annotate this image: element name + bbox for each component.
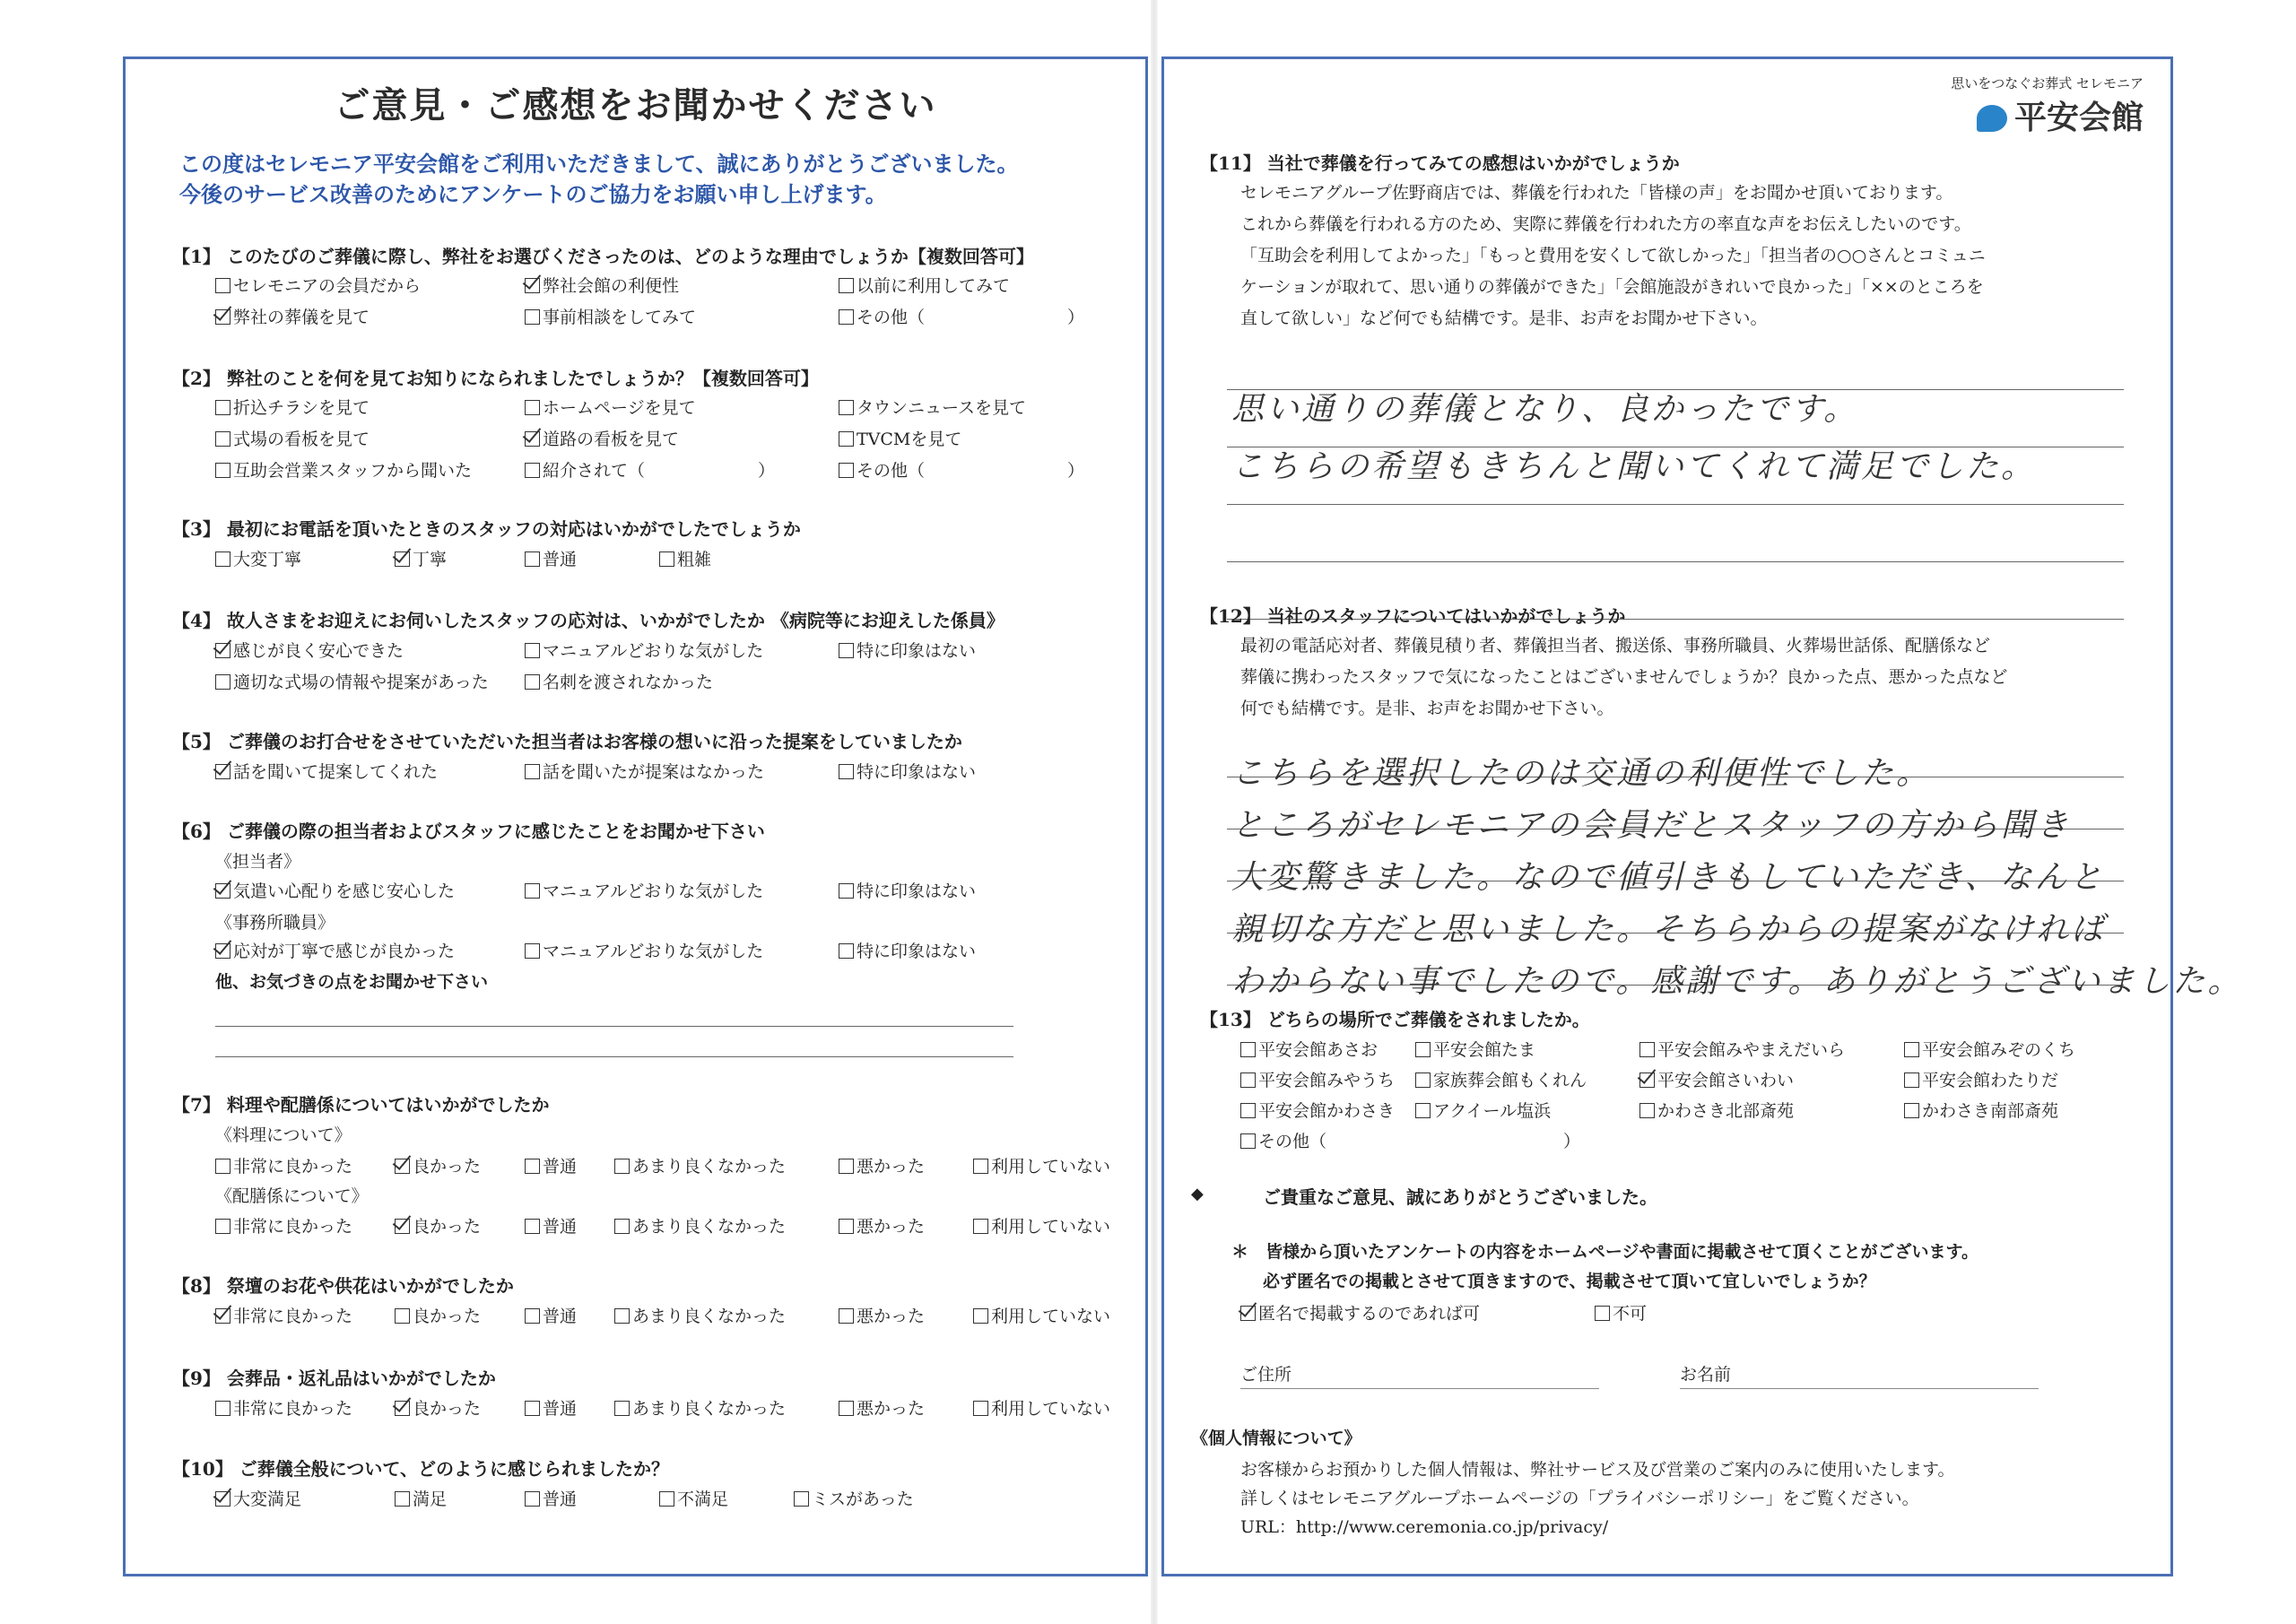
checkbox[interactable]: [1240, 1073, 1256, 1088]
q4-option[interactable]: 感じが良く安心できた: [215, 638, 404, 662]
checkbox[interactable]: [215, 400, 230, 415]
q8-label: 【8】 祭壇のお花や供花はいかがでしたか: [172, 1275, 514, 1297]
q5-option[interactable]: 話を聞いて提案してくれた: [215, 759, 438, 783]
rating-option[interactable]: 良かった: [395, 1395, 481, 1420]
q5-label: 【5】 ご葬儀のお打合せをさせていただいた担当者はお客様の想いに沿った提案をしていましたか: [172, 731, 962, 752]
thanks-text: ご貴重なご意見、誠にありがとうございました。: [1263, 1186, 1657, 1208]
checkbox[interactable]: [1639, 1042, 1655, 1057]
intro-text: [179, 149, 1019, 210]
q1-option[interactable]: 以前に利用してみて: [839, 273, 1010, 297]
q12-description: 最初の電話応対者、葬儀見積り者、葬儀担当者、搬送係、事務所職員、火葬場世話係、配膳係など 葬儀に携わったスタッフで気になったことはございませんでしょうか？良かった点、悪かった点など 何でも結構です。是非、お声をお聞かせ下さい。: [1240, 636, 2008, 718]
q10-option[interactable]: ミスがあった: [794, 1486, 914, 1510]
checkbox[interactable]: [525, 1308, 540, 1324]
checkbox[interactable]: [215, 674, 230, 690]
paren-close: ）: [758, 461, 776, 481]
checkbox-checked[interactable]: [395, 1401, 410, 1416]
address-field[interactable]: [1240, 1388, 1599, 1389]
checkbox[interactable]: [839, 463, 854, 478]
handwritten-answer: こちらを選択したのは交通の利便性でした。: [1231, 755, 1932, 792]
page-fold: [1151, 0, 1158, 1624]
privacy-text: 詳しくはセレモニアグループホームページの「プライバシーポリシー」をご覧ください。: [1240, 1489, 1919, 1508]
checkbox-checked[interactable]: [1240, 1306, 1256, 1321]
answer-line[interactable]: [1227, 561, 2124, 562]
checkbox-checked[interactable]: [525, 278, 540, 293]
q2-option[interactable]: 式場の看板を見て: [215, 426, 370, 450]
q7-subheading: 《料理について》: [215, 1125, 352, 1145]
checkbox[interactable]: [839, 1308, 854, 1324]
q9-label: 【9】 会葬品・返礼品はいかがでしたか: [172, 1368, 496, 1389]
checkbox[interactable]: [215, 1159, 230, 1174]
q6-option[interactable]: 応対が丁寧で感じが良かった: [215, 938, 455, 962]
consent-disagree[interactable]: 不可: [1595, 1300, 1647, 1324]
q3-label: 【3】 最初にお電話を頂いたときのスタッフの対応はいかがでしたでしょうか: [172, 518, 801, 540]
checkbox-checked[interactable]: [215, 1308, 230, 1324]
q13-option-other[interactable]: その他（: [1240, 1128, 1326, 1152]
checkbox-checked[interactable]: [215, 309, 230, 325]
q6-option[interactable]: 特に印象はない: [839, 878, 976, 902]
checkbox[interactable]: [525, 551, 540, 567]
answer-line[interactable]: [1227, 504, 2124, 505]
checkbox-checked[interactable]: [215, 1491, 230, 1507]
checkbox[interactable]: [839, 943, 854, 959]
address-label: ご住所: [1240, 1365, 1292, 1385]
q10-option[interactable]: 大変満足: [215, 1486, 301, 1510]
checkbox[interactable]: [215, 431, 230, 447]
rating-option[interactable]: 良かった: [395, 1153, 481, 1177]
q13-option[interactable]: 平安会館みやまえだいら: [1639, 1037, 1845, 1061]
rating-option[interactable]: あまり良くなかった: [614, 1153, 786, 1177]
checkbox-checked[interactable]: [215, 883, 230, 899]
rating-option[interactable]: 利用していない: [973, 1303, 1110, 1327]
q7-label: 【7】 料理や配膳係についてはいかがでしたか: [172, 1094, 550, 1116]
rating-option[interactable]: 悪かった: [839, 1395, 925, 1420]
rating-option[interactable]: 普通: [525, 1153, 577, 1177]
q11-description: セレモニアグループ佐野商店では、葬儀を行われた「皆様の声」をお聞かせ頂いております。 これから葬儀を行われる方のため、実際に葬儀を行われた方の率直な声をお伝えしたいのです。 「互助会を利用してよかった」「もっと費用を安くして欲しかった」「担当者の○○さんとコミュニ ケーションが取れて、思い通りの葬儀ができた」「会館施設がきれいで良かった」「××のところを 直して欲しい」など何でも結構です。是非、お声をお聞かせ下さい。: [1240, 183, 1986, 328]
logo-name: 平安会館: [2013, 99, 2144, 136]
rating-option[interactable]: あまり良くなかった: [614, 1395, 786, 1420]
checkbox[interactable]: [215, 463, 230, 478]
intro-line-1: この度はセレモニア平安会館をご利用いただきまして、誠にありがとうございました。: [179, 151, 1019, 177]
q12-label: 【12】 当社のスタッフについてはいかがでしょうか: [1200, 605, 1626, 627]
checkbox[interactable]: [395, 1308, 410, 1324]
rating-option[interactable]: あまり良くなかった: [614, 1303, 786, 1327]
rating-option[interactable]: 良かった: [395, 1213, 481, 1238]
q2-option[interactable]: 道路の看板を見て: [525, 426, 679, 450]
q13-label: 【13】 どちらの場所でご葬儀をされましたか。: [1200, 1009, 1590, 1030]
checkbox[interactable]: [839, 1219, 854, 1234]
checkbox[interactable]: [525, 764, 540, 779]
q13-option[interactable]: 平安会館みぞのくち: [1904, 1037, 2075, 1061]
q4-option[interactable]: 名刺を渡されなかった: [525, 669, 713, 693]
checkbox[interactable]: [1240, 1042, 1256, 1057]
checkbox[interactable]: [839, 431, 854, 447]
consent-agree[interactable]: 匿名で掲載するのであれば可: [1240, 1300, 1480, 1324]
checkbox[interactable]: [973, 1401, 988, 1416]
survey-title: ご意見・ご感想をお聞かせください: [334, 84, 937, 126]
q13-option[interactable]: 平安会館みやうち: [1240, 1067, 1395, 1091]
q13-option[interactable]: 平安会館かわさき: [1240, 1098, 1395, 1122]
q13-option[interactable]: アクイール塩浜: [1415, 1098, 1551, 1122]
checkbox[interactable]: [973, 1219, 988, 1234]
checkbox[interactable]: [973, 1159, 988, 1174]
q2-label: 【2】 弊社のことを何を見てお知りになられましたでしょうか？【複数回答可】: [172, 368, 819, 389]
privacy-title: 《個人情報について》: [1191, 1429, 1361, 1448]
checkbox[interactable]: [525, 883, 540, 899]
checkbox[interactable]: [525, 1219, 540, 1234]
checkbox[interactable]: [614, 1308, 630, 1324]
name-field[interactable]: [1680, 1388, 2039, 1389]
checkbox[interactable]: [1595, 1306, 1610, 1321]
q11-label: 【11】 当社で葬儀を行ってみての感想はいかがでしょうか: [1200, 152, 1680, 174]
q2-option[interactable]: 折込チラシを見て: [215, 395, 370, 419]
checkbox[interactable]: [839, 400, 854, 415]
q13-option[interactable]: 平安会館わたりだ: [1904, 1067, 2058, 1091]
checkbox[interactable]: [839, 1401, 854, 1416]
q10-option[interactable]: 満足: [395, 1486, 447, 1510]
q1-label: 【1】 このたびのご葬儀に際し、弊社をお選びくださったのは、どのような理由でしょうか【複数回答可】: [172, 246, 1034, 267]
q2-option[interactable]: ホームページを見て: [525, 395, 696, 419]
q5-option[interactable]: 話を聞いたが提案はなかった: [525, 759, 764, 783]
rating-option[interactable]: 非常に良かった: [215, 1303, 352, 1327]
q2-option-other[interactable]: その他（: [839, 457, 925, 482]
checkbox[interactable]: [973, 1308, 988, 1324]
rating-option[interactable]: 普通: [525, 1395, 577, 1420]
checkbox-checked[interactable]: [395, 1219, 410, 1234]
checkbox[interactable]: [1415, 1042, 1431, 1057]
rating-option[interactable]: 悪かった: [839, 1153, 925, 1177]
checkbox[interactable]: [215, 278, 230, 293]
brand-logo: [1951, 74, 2144, 138]
survey-left-page: [123, 56, 1148, 1576]
q4-label: 【4】 故人さまをお迎えにお伺いしたスタッフの応対は、いかがでしたか 《病院等にお迎えした係員》: [172, 610, 1004, 631]
q2-option[interactable]: TVCMを見て: [839, 426, 961, 450]
q6-other-prompt: 他、お気づきの点をお聞かせ下さい: [215, 972, 489, 992]
checkbox[interactable]: [525, 643, 540, 658]
q4-option[interactable]: 適切な式場の情報や提案があった: [215, 669, 489, 693]
handwritten-answer: 思い通りの葬儀となり、良かったです。: [1231, 391, 1859, 428]
handwritten-answer: 親切な方だと思いました。そちらからの提案がなければ: [1231, 911, 2107, 948]
handwritten-answer: わからない事でしたので。感謝です。ありがとうございました。: [1231, 963, 2243, 1000]
rating-option[interactable]: 良かった: [395, 1303, 481, 1327]
checkbox[interactable]: [659, 1491, 674, 1507]
checkbox[interactable]: [215, 1219, 230, 1234]
q4-option[interactable]: マニュアルどおりな気がした: [525, 638, 763, 662]
q6-option[interactable]: 特に印象はない: [839, 938, 976, 962]
handwritten-answer: 大変驚きました。なので値引きもしていただき、なんと: [1231, 859, 2105, 896]
anonymity-note: 必ず匿名での掲載とさせて頂きますので、掲載させて頂いて宜しいでしょうか？: [1263, 1272, 1876, 1291]
rating-option[interactable]: 悪かった: [839, 1213, 925, 1238]
checkbox[interactable]: [794, 1491, 809, 1507]
q13-option[interactable]: 平安会館あさお: [1240, 1037, 1378, 1061]
checkbox[interactable]: [839, 643, 854, 658]
q1-option-other[interactable]: その他（: [839, 304, 925, 328]
q6-option[interactable]: マニュアルどおりな気がした: [525, 938, 763, 962]
q6-subheading: 《担当者》: [215, 852, 301, 872]
intro-line-2: 今後のサービス改善のためにアンケートのご協力をお願い申し上げます。: [179, 181, 887, 207]
checkbox-checked[interactable]: [215, 643, 230, 658]
rating-option[interactable]: 普通: [525, 1303, 577, 1327]
q1-option[interactable]: 事前相談をしてみて: [525, 304, 696, 328]
checkbox[interactable]: [614, 1219, 630, 1234]
checkbox[interactable]: [1639, 1103, 1655, 1118]
paren-close: ）: [1563, 1132, 1581, 1151]
logo-tagline: 思いをつなぐお葬式 セレモニア: [1951, 75, 2144, 91]
checkbox[interactable]: [659, 551, 674, 567]
q13-option[interactable]: かわさき北部斎苑: [1639, 1098, 1794, 1122]
checkbox[interactable]: [1240, 1103, 1256, 1118]
checkbox-checked[interactable]: [1639, 1073, 1655, 1088]
q1-option[interactable]: 弊社の葬儀を見て: [215, 304, 370, 328]
checkbox-checked[interactable]: [215, 764, 230, 779]
q2-option[interactable]: タウンニュースを見て: [839, 395, 1026, 419]
privacy-text: お客様からお預かりした個人情報は、弊社サービス及び営業のご案内のみに使用いたします。: [1240, 1460, 1955, 1480]
privacy-url[interactable]: URL：http://www.ceremonia.co.jp/privacy/: [1240, 1517, 1609, 1537]
checkbox[interactable]: [525, 463, 540, 478]
checkbox-checked[interactable]: [215, 943, 230, 959]
checkbox[interactable]: [525, 1401, 540, 1416]
checkbox[interactable]: [525, 1491, 540, 1507]
checkbox[interactable]: [839, 764, 854, 779]
checkbox[interactable]: [839, 1159, 854, 1174]
checkbox[interactable]: [1904, 1103, 1919, 1118]
checkbox-checked[interactable]: [525, 431, 540, 447]
comment-line[interactable]: [215, 1056, 1013, 1057]
q3-option[interactable]: 丁寧: [395, 546, 447, 570]
rating-option[interactable]: 利用していない: [973, 1153, 1110, 1177]
q5-option[interactable]: 特に印象はない: [839, 759, 976, 783]
checkbox[interactable]: [1904, 1042, 1919, 1057]
name-label: お名前: [1680, 1365, 1732, 1385]
q13-option[interactable]: かわさき南部斎苑: [1904, 1098, 2058, 1122]
checkbox[interactable]: [525, 309, 540, 325]
checkbox[interactable]: [215, 1401, 230, 1416]
checkbox[interactable]: [839, 309, 854, 325]
diamond-icon: ◆: [1191, 1185, 1204, 1203]
paren-close: ）: [1067, 308, 1085, 327]
q3-option[interactable]: 粗雑: [659, 546, 711, 570]
rating-option[interactable]: 非常に良かった: [215, 1153, 352, 1177]
checkbox[interactable]: [525, 400, 540, 415]
q1-option[interactable]: セレモニアの会員だから: [215, 273, 421, 297]
q2-option[interactable]: 互助会営業スタッフから聞いた: [215, 457, 472, 482]
q4-option[interactable]: 特に印象はない: [839, 638, 976, 662]
checkbox[interactable]: [525, 674, 540, 690]
checkbox[interactable]: [1240, 1133, 1256, 1149]
q6-subheading: 《事務所職員》: [215, 913, 335, 933]
survey-right-page: [1161, 56, 2243, 1576]
rating-option[interactable]: 非常に良かった: [215, 1213, 352, 1238]
rating-option[interactable]: 非常に良かった: [215, 1395, 352, 1420]
checkbox[interactable]: [1415, 1103, 1431, 1118]
q1-option[interactable]: 弊社会館の利便性: [525, 273, 679, 297]
q10-option[interactable]: 普通: [525, 1486, 577, 1510]
paren-close: ）: [1067, 461, 1085, 481]
checkbox[interactable]: [525, 943, 540, 959]
q6-option[interactable]: マニュアルどおりな気がした: [525, 878, 763, 902]
handwritten-answer: ところがセレモニアの会員だとスタッフの方から聞き: [1231, 807, 2072, 844]
handwritten-answer: こちらの希望もきちんと聞いてくれて満足でした。: [1231, 448, 2037, 485]
q3-option[interactable]: 大変丁寧: [215, 546, 301, 570]
rating-option[interactable]: 利用していない: [973, 1213, 1110, 1238]
q10-label: 【10】 ご葬儀全般について、どのように感じられましたか？: [172, 1458, 669, 1480]
q6-option[interactable]: 気遣い心配りを感じ安心した: [215, 878, 455, 902]
q7-subheading: 《配膳係について》: [215, 1186, 369, 1206]
checkbox[interactable]: [839, 883, 854, 899]
rating-option[interactable]: 利用していない: [973, 1395, 1110, 1420]
q13-option[interactable]: 家族葬会館もくれん: [1415, 1067, 1587, 1091]
checkbox[interactable]: [614, 1401, 630, 1416]
checkbox[interactable]: [525, 1159, 540, 1174]
checkbox[interactable]: [839, 278, 854, 293]
checkbox[interactable]: [395, 1491, 410, 1507]
rating-option[interactable]: 悪かった: [839, 1303, 925, 1327]
rating-option[interactable]: あまり良くなかった: [614, 1213, 786, 1238]
checkbox-checked[interactable]: [395, 1159, 410, 1174]
comment-line[interactable]: [215, 1026, 1013, 1027]
q2-option[interactable]: 紹介されて（: [525, 457, 645, 482]
checkbox[interactable]: [1904, 1073, 1919, 1088]
q13-option[interactable]: 平安会館たま: [1415, 1037, 1535, 1061]
q10-option[interactable]: 不満足: [659, 1486, 728, 1510]
checkbox[interactable]: [1415, 1073, 1431, 1088]
brand-mark-icon: [1977, 105, 2007, 132]
q13-option[interactable]: 平安会館さいわい: [1639, 1067, 1794, 1091]
rating-option[interactable]: 普通: [525, 1213, 577, 1238]
checkbox[interactable]: [614, 1159, 630, 1174]
q6-label: 【6】 ご葬儀の際の担当者およびスタッフに感じたことをお聞かせ下さい: [172, 821, 765, 842]
q3-option[interactable]: 普通: [525, 546, 577, 570]
checkbox[interactable]: [215, 551, 230, 567]
publication-note: ＊ 皆様から頂いたアンケートの内容をホームページや書面に掲載させて頂くことがございます。: [1231, 1242, 1979, 1262]
checkbox-checked[interactable]: [395, 551, 410, 567]
